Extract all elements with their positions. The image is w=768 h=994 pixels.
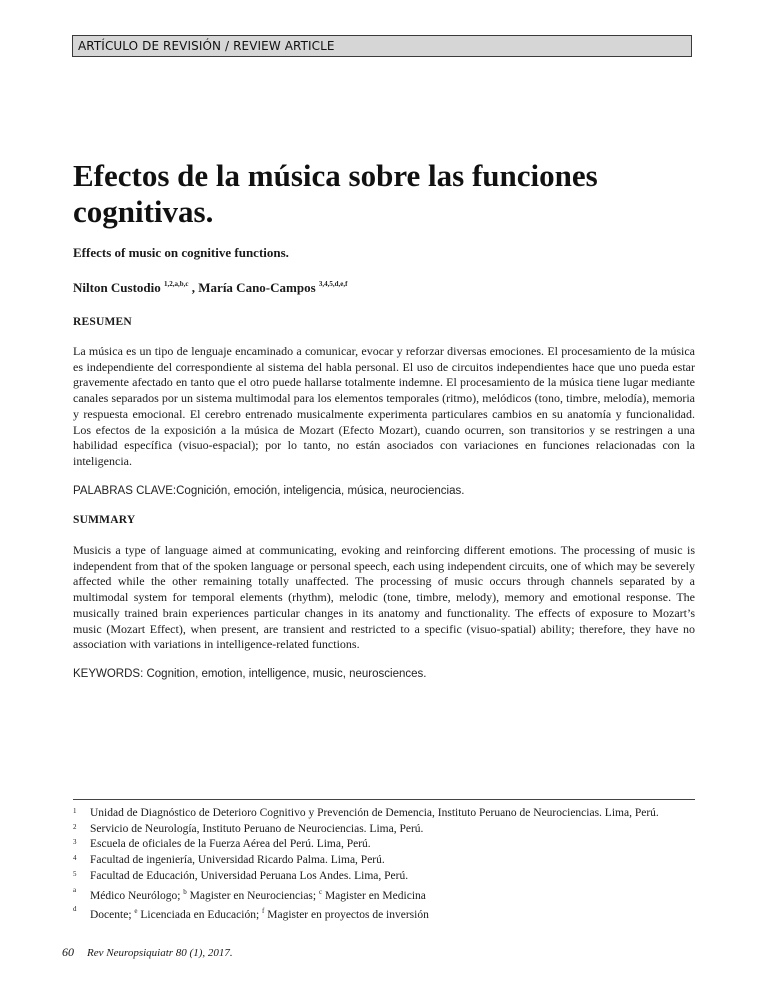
author-separator: , [188, 280, 199, 295]
footnote-text: Facultad de Educación, Universidad Peruana Los Andes. Lima, Perú. [90, 869, 409, 882]
author-name: Nilton Custodio [73, 280, 161, 295]
footnote-text: Licenciada en Educación; [137, 909, 263, 922]
footnote-item [73, 869, 695, 885]
footnote-text: Magister en proyectos de inversión [264, 909, 429, 922]
article-title: Efectos de la música sobre las funciones cognitivas. [73, 158, 598, 229]
footnote-text: Médico Neurólogo; [90, 889, 184, 902]
summary-heading: SUMMARY [73, 514, 136, 526]
footnote-mark: 3 [73, 838, 77, 847]
footnote-sup: e [134, 907, 138, 916]
footnote-sup: f [262, 907, 265, 916]
footnote-item [73, 806, 695, 822]
page-footer [62, 945, 233, 960]
palabras-clave: PALABRAS CLAVE:Cognición, emoción, inteligencia, música, neurociencias. [73, 485, 465, 497]
summary-text: Musicis a type of language aimed at communicating, evoking and reinforcing different emotions. The processing of music is independent from that of the spoken language or personal speech, each using independent circuits, one of which may be severely affected while the other remaining totally unaffected. The processing of music occurs through channels separated by a multimodal system for temporal elements (rhythm), melodic (tone, timbre, melody), memory and emotional response. The musically trained brain experiences particular changes in its anatomy and functionality. The effects of exposure to Mozart’s music (Mozart Effect), when present, are transient and restricted to a specific (visuo-spatial) ability; therefore, they have no association with variations in intelligence-related functions. [73, 543, 695, 652]
footnote-item [73, 853, 695, 869]
page-number: 60 [62, 945, 74, 959]
footnote-mark: 2 [73, 822, 77, 831]
footnote-sup: c [318, 887, 323, 896]
footnote-mark: 4 [73, 854, 77, 863]
resumen-text: La música es un tipo de lenguaje encaminado a comunicar, evocar y reforzar diversas emociones. El procesamiento de la música es independiente del correspondiente al sistema del habla personal. El uso de circuitos independientes hace que uno pueda estar gravemente afectado en tanto que el otro puede hallarse totalmente indemne. El procesamiento de la música tiene lugar mediante canales separados por un sistema multimodal para los elementos temporales (ritmo), melódicos (tono, timbre, melodía), memoria y respuesta emocional. El cerebro entrenado musicalmente experimenta particulares cambios en su anatomía y funcionalidad. Los efectos de la exposición a la música de Mozart (Efecto Mozart), cuando ocurren, son transitorios y se restringen a una habilidad específica (visuo-espacial); por lo tanto, no están asociados con variaciones en funciones relacionadas con la inteligencia. [73, 344, 695, 468]
footnote-item [73, 822, 695, 838]
footnote-mark: 1 [73, 807, 77, 815]
footnote-text: Magister en Neurociencias; [186, 889, 319, 902]
resumen-heading: RESUMEN [73, 316, 132, 328]
article-subtitle: Effects of music on cognitive functions. [73, 245, 289, 260]
author-name: María Cano-Campos [198, 280, 316, 295]
author-line [73, 280, 347, 296]
footnote-divider [73, 799, 695, 800]
footnotes [73, 806, 695, 924]
footnote-mark: 5 [73, 869, 77, 878]
footnote-text: Facultad de ingeniería, Universidad Ricardo Palma. Lima, Perú. [90, 854, 385, 867]
keywords: KEYWORDS: Cognition, emotion, intelligence, music, neurosciences. [73, 668, 427, 680]
footnote-sup: b [183, 887, 187, 896]
journal-citation: Rev Neuropsiquiatr 80 (1), 2017. [87, 947, 233, 959]
footnote-item [73, 885, 695, 905]
article-type-banner: ARTÍCULO DE REVISIÓN / REVIEW ARTICLE [72, 35, 692, 57]
footnote-mark: d [73, 905, 77, 914]
footnote-mark: a [73, 885, 77, 894]
footnote-text: Escuela de oficiales de la Fuerza Aérea del Perú. Lima, Perú. [90, 838, 371, 851]
footnote-item [73, 904, 695, 924]
footnote-text: Servicio de Neurología, Instituto Peruano de Neurociencias. Lima, Perú. [90, 822, 424, 835]
footnote-text: Unidad de Diagnóstico de Deterioro Cognitivo y Prevención de Demencia, Instituto Peruano de Neurociencias. Lima, Perú. [90, 807, 659, 819]
footnote-item [73, 837, 695, 853]
author-affiliation: 1,2,a,b,c [164, 280, 189, 288]
footnote-text: Docente; [90, 909, 135, 922]
footnote-text: Magister en Medicina [322, 889, 426, 902]
author-affiliation: 3,4,5,d,e,f [318, 280, 348, 288]
